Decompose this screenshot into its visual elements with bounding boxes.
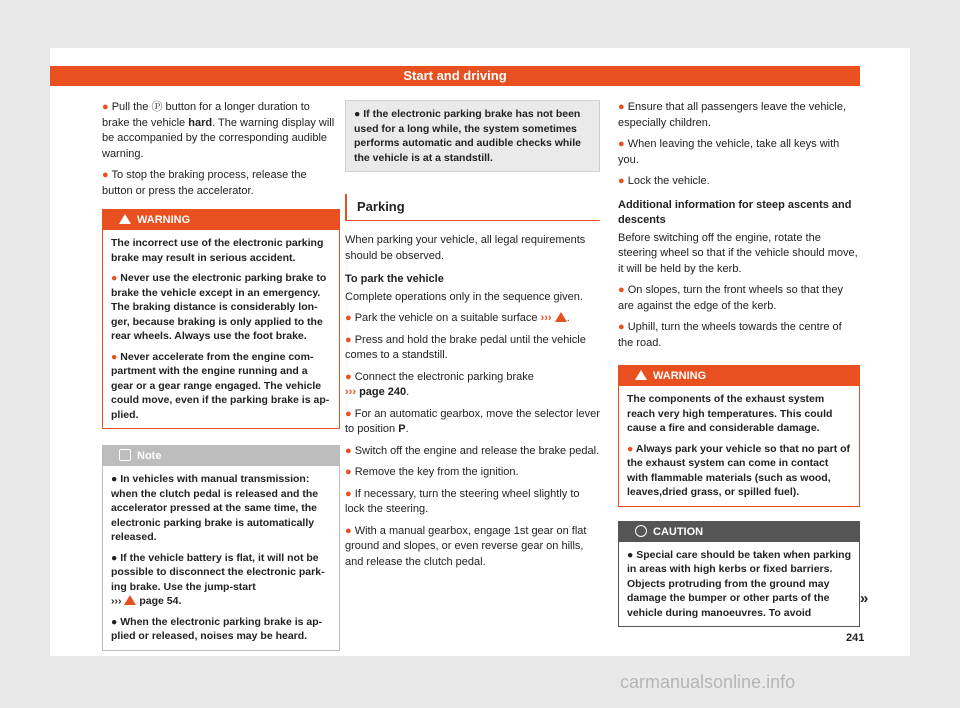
list-item: ● Remove the key from the ignition. [345,466,519,478]
note-box [102,445,340,651]
list-item: ● On slopes, turn the front wheels so that they are against the edge of the kerb. [618,284,843,312]
info-icon [119,449,131,461]
note-header: Note [103,446,339,466]
warning-header: WARNING [619,366,859,386]
paragraph: ● To stop the braking process, release the button or press the accelerator. [102,169,307,197]
warning-icon [119,214,131,224]
list-item: ● With a manual gearbox, engage 1st gear on flat ground and slopes, or even reverse gear on hills, and release the clutch pedal. [345,524,587,568]
paragraph: ● Pull the Ⓟ button for a longer duration to brake the vehicle hard. The warning display will be accompanied by the corresponding audible warning. [102,101,335,160]
warning-box [618,365,860,507]
warning-bullet: ● Always park your vehicle so that no part of the exhaust system can come in contact with flammable materials (such as wood, leaves,dried grass, or spilled fuel). [627,442,851,498]
continue-arrow-icon: » [860,590,869,607]
paragraph: Complete operations only in the sequence given. [345,290,583,303]
warning-bullet: ● Never use the electronic parking brake to brake the vehicle except in an emergency. The braking distance is considerably longer, because braking is only applied to the rear wheels. Always use the foot brake. [111,272,327,342]
page-number: 241 [846,632,865,644]
column-3 [618,100,860,627]
warning-triangle-icon [555,312,567,322]
warning-text: The incorrect use of the electronic parking brake may result in serious accident. [111,237,324,264]
column-2 [345,100,600,576]
watermark: carmanualsonline.info [620,672,796,692]
warning-bullet: ● Never accelerate from the engine compartment with the engine running and a gear or a gear range engaged. The vehicle could move, even if the parking brake is applied. [111,350,330,421]
warning-header: WARNING [103,210,339,230]
caution-header: CAUTION [619,522,859,542]
page-link[interactable]: page 54 [139,595,179,607]
subheading: Additional information for steep ascents and descents [618,198,852,226]
list-item: ● For an automatic gearbox, move the selector lever to position P. [345,407,600,435]
list-item: ● Switch off the engine and release the brake pedal. [345,444,600,457]
caution-bullet: ● Special care should be taken when parking in areas with high kerbs or fixed barriers. Objects protruding from the ground may damage the bumper or other parts of the vehicle during manoeuvres. To avoid [627,548,851,619]
list-item: ● Press and hold the brake pedal until the vehicle comes to a standstill. [345,333,586,361]
list-item: ● Ensure that all passengers leave the vehicle, especially children. [618,101,847,129]
warning-text: The components of the exhaust system reach very high temperatures. This could cause a fire and considerable damage. [627,393,833,434]
list-item: ● Connect the electronic parking brake ››› page 240. [345,370,534,398]
paragraph: When parking your vehicle, all legal requirements should be observed. [345,234,586,262]
note-bullet: ● If the vehicle battery is flat, it will not be possible to disconnect the electronic parking brake. Use the jump-start ››› page 54. [111,551,325,607]
note-bullet: ● In vehicles with manual transmission: when the clutch pedal is released and the accelerator pressed at the same time, the electronic parking brake is automatically released. [111,473,319,543]
caution-box [618,521,860,628]
page-link[interactable]: page 240 [359,386,407,398]
list-item: ● Uphill, turn the wheels towards the centre of the road. [618,321,842,349]
section-title: Parking [345,194,600,221]
note-bullet: ● When the electronic parking brake is applied or released, noises may be heard. [111,615,323,642]
column-1 [102,100,340,651]
list-item: ● Lock the vehicle. [618,175,710,187]
list-item: ● When leaving the vehicle, take all keys with you. [618,138,840,166]
warning-triangle-icon [124,595,136,605]
paragraph: Before switching off the engine, rotate the steering wheel so that if the vehicle should move, it will be held by the kerb. [618,231,858,275]
subheading: To park the vehicle [345,273,444,285]
note-continuation: ● If the electronic parking brake has not been used for a long while, the system sometimes performs automatic and audible checks while the vehicle is at a standstill. [345,100,600,172]
warning-box [102,209,340,429]
section-header: Start and driving [50,66,860,86]
warning-icon [635,370,647,380]
list-item: ● Park the vehicle on a suitable surface ››› . [345,312,570,324]
list-item: ● If necessary, turn the steering wheel slightly to lock the steering. [345,487,580,515]
caution-icon [635,525,647,537]
parking-brake-icon: Ⓟ [151,101,163,113]
